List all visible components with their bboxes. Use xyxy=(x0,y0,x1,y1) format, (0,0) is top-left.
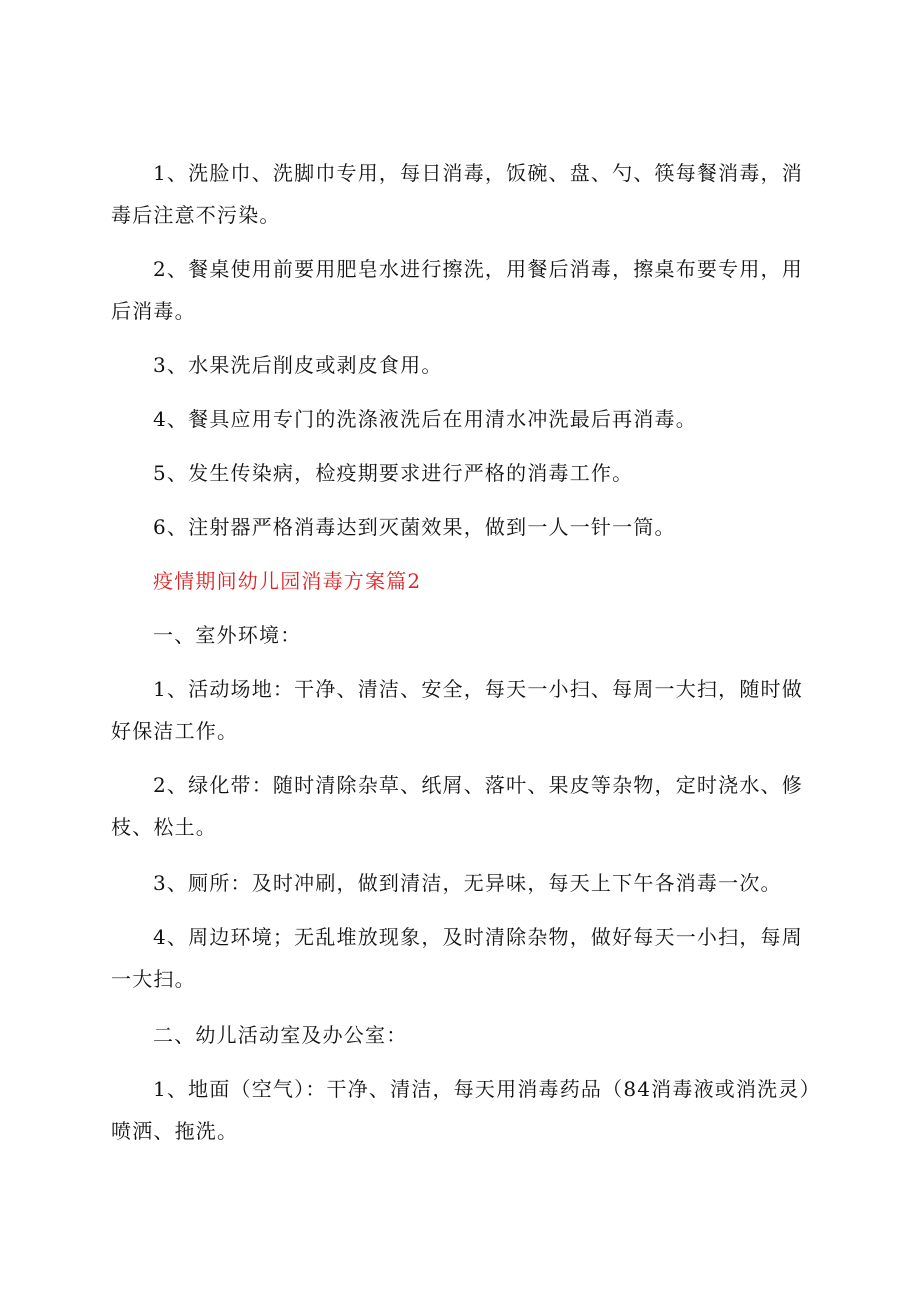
paragraph-4: 4、餐具应用专门的洗涤液洗后在用清水冲洗最后再消毒。 xyxy=(153,407,697,431)
paragraph-11: 1、地面（空气）：干净、清洁，每天用消毒药品（84消毒液或消洗灵）喷洒、拖洗。 xyxy=(111,1077,811,1143)
paragraph-7: 1、活动场地：干净、清洁、安全，每天一小扫、每周一大扫，随时做好保洁工作。 xyxy=(111,677,803,743)
paragraph-8: 2、绿化带：随时清除杂草、纸屑、落叶、果皮等杂物，定时浇水、修枝、松土。 xyxy=(111,773,803,839)
paragraph-10: 4、周边环境；无乱堆放现象，及时清除杂物，做好每天一小扫，每周一大扫。 xyxy=(111,925,803,991)
paragraph-6: 6、注射器严格消毒达到灭菌效果，做到一人一针一筒。 xyxy=(153,515,676,539)
section-heading: 疫情期间幼儿园消毒方案篇2 xyxy=(153,569,422,593)
paragraph-2: 2、餐桌使用前要用肥皂水进行擦洗，用餐后消毒，擦桌布要专用，用后消毒。 xyxy=(111,257,803,323)
paragraph-9: 3、厕所：及时冲刷，做到清洁，无异味，每天上下午各消毒一次。 xyxy=(153,871,782,895)
subsection-title-indoor: 二、幼儿活动室及办公室： xyxy=(153,1023,408,1047)
subsection-title-outdoor: 一、室外环境： xyxy=(153,623,302,647)
paragraph-1: 1、洗脸巾、洗脚巾专用，每日消毒，饭碗、盘、勺、筷每餐消毒，消毒后注意不污染。 xyxy=(111,161,803,227)
document-body xyxy=(111,152,816,1152)
paragraph-3: 3、水果洗后削皮或剥皮食用。 xyxy=(153,353,443,377)
paragraph-5: 5、发生传染病，检疫期要求进行严格的消毒工作。 xyxy=(153,461,634,485)
